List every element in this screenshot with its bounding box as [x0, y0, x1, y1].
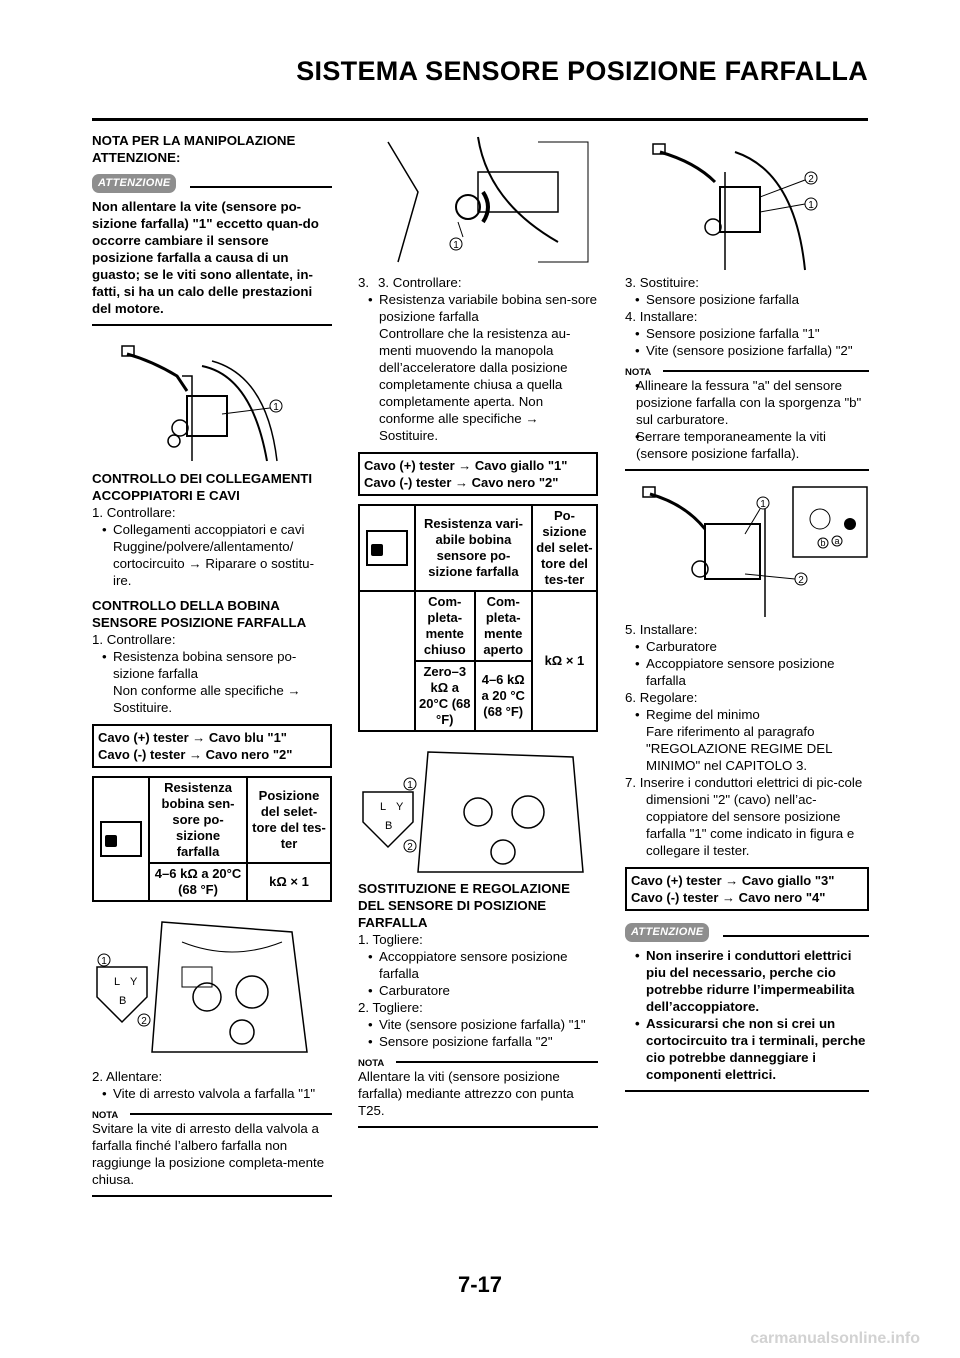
connector-drawing-1: [92, 912, 332, 1062]
bullet-vite-sensore: • Vite (sensore posizione farfalla) "1": [358, 1016, 598, 1033]
table-sub-open: Com-pleta-mente aperto: [475, 591, 532, 661]
heading-nota-manipolazione: NOTA PER LA MANIPOLAZIONE: [92, 133, 296, 148]
connector-letter-y: Y: [130, 976, 138, 988]
throttle-grip-drawing: [358, 132, 598, 270]
connector-callout-2: 2: [407, 842, 413, 853]
nota-text: Svitare la vite di arresto della valvola a farfalla finché l’albero farfalla non raggiunge la posizione completa-mente chiusa.: [92, 1121, 325, 1187]
tester-cable-line-2: Cavo (-) tester → Cavo nero "2": [98, 747, 293, 762]
bullet-sensore: • Sensore posizione farfalla "2": [358, 1033, 598, 1050]
nota-end-rule: [625, 469, 869, 471]
figure-callout-1: 1: [808, 200, 814, 211]
step-installare-5: 5. Installare:: [625, 622, 698, 637]
spec-table-resistance: [92, 776, 332, 902]
figure-callout: 1: [453, 240, 459, 251]
connector-letter-l: L: [114, 976, 121, 988]
table-sub-closed: Com-pleta-mente chiuso: [415, 591, 475, 661]
step-sostituire: 3. Sostituire:: [625, 275, 699, 290]
step-allentare: 2. Allentare:: [92, 1069, 163, 1084]
nota-text: Allentare la viti (sensore posizione farfalla) mediante attrezzo con punta T25.: [358, 1069, 574, 1118]
bullet-carburatore: • Carburatore: [358, 982, 598, 999]
connector-letter-b: B: [119, 995, 127, 1007]
nota-end-rule: [358, 1126, 598, 1128]
table-range: kΩ × 1: [532, 591, 597, 731]
sensor-align-figure: [625, 479, 869, 617]
bullet-accoppiatore: • Accoppiatore sensore posizione farfalla: [358, 948, 598, 982]
tester-cable-box: [92, 724, 332, 768]
attenzione-header: [92, 172, 332, 194]
bullet-accoppiatore: • Accoppiatore sensore posizione farfalla: [625, 655, 869, 689]
figure-callout-1: 1: [760, 499, 766, 510]
throttle-sensor-figure: [92, 336, 332, 464]
table-empty-cell: [359, 591, 415, 731]
step-3-controllare: 3. 3. Controllare:: [358, 275, 462, 290]
step-regolare: 6. Regolare:: [625, 690, 698, 705]
connector-letter-y: Y: [396, 801, 404, 813]
connector-drawing-2: [358, 742, 598, 876]
nota-label: NOTA: [92, 1110, 119, 1121]
tester-cable-line-2: Cavo (-) tester → Cavo nero "2": [364, 475, 559, 490]
multimeter-icon: [100, 821, 142, 857]
title-rule: [92, 118, 868, 121]
bullet-collegamenti: • Collegamenti accoppiatori e cavi: [92, 521, 332, 538]
connector-figure-1: [92, 912, 332, 1062]
figure-callout-2: 2: [798, 575, 804, 586]
section-title-sostituzione: SOSTITUZIONE E REGOLAZIONE DEL SENSORE DI POSIZIONE FARFALLA: [358, 881, 571, 930]
tester-cable-line-1: Cavo (+) tester → Cavo giallo "1": [364, 458, 568, 473]
nota-header: [92, 1106, 332, 1120]
column-2: [358, 132, 598, 1128]
step-inserire: 7. Inserire i conduttori elettrici di pic-cole dimensioni "2" (cavo) nell’ac-coppiatore del sensore posizione farfalla "1" come indicato in figura e collegare il tester.: [625, 775, 863, 858]
table-head-variable-resistance: Resistenza vari-abile bobina sensore po-sizione farfalla: [415, 505, 532, 591]
page-title: SISTEMA SENSORE POSIZIONE FARFALLA: [296, 56, 868, 86]
column-1: [92, 132, 332, 1197]
connector-figure-2: [358, 742, 598, 876]
nota-label: NOTA: [625, 367, 652, 378]
sensor-replace-drawing: [625, 132, 869, 272]
attenzione-line: [190, 186, 332, 188]
sub-riferimento: Fare riferimento al paragrafo "REGOLAZIONE REGIME DEL MINIMO" nel CAPITOLO 3.: [646, 724, 832, 773]
table-head-resistance: Resistenza bobina sen-sore po-sizione farfalla: [149, 777, 247, 863]
spec-table-variable-resistance: [358, 504, 598, 732]
page-number: 7-17: [457, 1272, 503, 1297]
nota-bullet-serrare: • Serrare temporaneamente la viti (sensore posizione farfalla).: [625, 428, 869, 462]
tester-cable-box: [358, 452, 598, 496]
table-value-resistance: 4–6 kΩ a 20°C (68 °F): [149, 863, 247, 901]
nota-line: [663, 370, 869, 372]
step-controllare-2: 1. Controllare:: [92, 632, 176, 647]
step-togliere-2: 2. Togliere:: [358, 1000, 423, 1015]
connector-callout-1: 1: [407, 780, 413, 791]
step-installare: 4. Installare:: [625, 309, 698, 324]
tester-cable-line-1: Cavo (+) tester → Cavo blu "1": [98, 730, 287, 745]
bullet-vite-arresto: • Vite di arresto valvola a farfalla "1": [92, 1085, 332, 1102]
bullet-resistenza: • Resistenza bobina sensore po-sizione farfalla: [92, 648, 332, 682]
connector-callout-1: 1: [101, 956, 107, 967]
sub-controllare-resistenza: Controllare che la resistenza au-menti muovendo la manopola dell’acceleratore dalla posizione completamente chiusa a quella completamente aperta. Non conforme alle specifiche → Sostituire.: [379, 326, 571, 443]
attenzione-text: Non allentare la vite (sensore po-sizione farfalla) "1" eccetto quan-do occorre cambiare il sensore posizione farfalla a causa di un guasto; se le viti sono allentate, in-fatti, si ha un calo delle prestazioni del motore.: [92, 199, 319, 316]
attenzione-bullet-2: • Assicurarsi che non si crei un cortocircuito tra i terminali, perche cio potrebbe danneggiare i componenti elettrici.: [625, 1015, 869, 1083]
figure-callout-b: b: [820, 538, 826, 548]
tester-cable-box: [625, 867, 869, 911]
tester-cable-line-2: Cavo (-) tester → Cavo nero "4": [631, 890, 826, 905]
bullet-regime-minimo: • Regime del minimo: [625, 706, 869, 723]
attenzione-label: ATTENZIONE: [625, 923, 709, 942]
throttle-sensor-drawing: [92, 336, 332, 464]
sub-ruggine: Ruggine/polvere/allentamento/ cortocircuito → Riparare o sostitu-ire.: [113, 539, 314, 588]
watermark: carmanualsonline.info: [750, 1330, 920, 1347]
sensor-replace-figure: [625, 132, 869, 272]
attenzione-label: ATTENZIONE: [92, 174, 176, 193]
attenzione-header: [625, 921, 869, 943]
figure-callout: 1: [273, 402, 279, 413]
bullet-carburatore: • Carburatore: [625, 638, 869, 655]
table-head-position: Posizione del selet-tore del tes-ter: [247, 777, 331, 863]
table-value-open: 4–6 kΩ a 20 °C (68 °F): [475, 661, 532, 731]
attenzione-line: [723, 935, 869, 937]
nota-header: [358, 1054, 598, 1068]
step-3-text: 3. Controllare:: [378, 275, 462, 290]
table-value-range: kΩ × 1: [247, 863, 331, 901]
bullet-sensore-1: • Sensore posizione farfalla "1": [625, 325, 869, 342]
multimeter-icon: [366, 530, 408, 566]
figure-callout-2: 2: [808, 174, 814, 185]
tester-cable-line-1: Cavo (+) tester → Cavo giallo "3": [631, 873, 835, 888]
bullet-vite-2: • Vite (sensore posizione farfalla) "2": [625, 342, 869, 359]
attenzione-end-rule: [92, 324, 332, 326]
heading-attenzione: ATTENZIONE:: [92, 150, 181, 165]
nota-bullet-allineare: • Allineare la fessura "a" del sensore posizione farfalla con la sporgenza "b" sul carburatore.: [625, 377, 869, 428]
sub-non-conforme: Non conforme alle specifiche → Sostituire.: [113, 683, 301, 715]
nota-end-rule: [92, 1195, 332, 1197]
nota-line: [130, 1113, 332, 1115]
throttle-grip-figure: [358, 132, 598, 270]
nota-line: [396, 1061, 598, 1063]
tester-icon-cell: [93, 777, 149, 901]
connector-callout-2: 2: [141, 1016, 147, 1027]
section-title-bobina: CONTROLLO DELLA BOBINA SENSORE POSIZIONE FARFALLA: [92, 598, 307, 630]
step-controllare: 1. Controllare:: [92, 505, 176, 520]
bullet-resistenza-variabile: • Resistenza variabile bobina sen-sore posizione farfalla: [358, 291, 598, 325]
table-value-closed: Zero–3 kΩ a 20°C (68 °F): [415, 661, 475, 731]
step-togliere-1: 1. Togliere:: [358, 932, 423, 947]
table-head-position: Po-sizione del selet-tore del tes-ter: [532, 505, 597, 591]
section-title-collegamenti: CONTROLLO DEI COLLEGAMENTI ACCOPPIATORI E CAVI: [92, 471, 313, 503]
sensor-align-drawing: [625, 479, 869, 617]
attenzione-end-rule: [625, 1090, 869, 1092]
connector-letter-l: L: [380, 801, 387, 813]
tester-icon-cell: [359, 505, 415, 591]
nota-label: NOTA: [358, 1058, 385, 1069]
figure-callout-a: a: [834, 536, 840, 546]
connector-letter-b: B: [385, 820, 393, 832]
bullet-sensore-posizione: • Sensore posizione farfalla: [625, 291, 869, 308]
attenzione-bullet-1: • Non inserire i conduttori elettrici piu del necessario, perche cio potrebbe ridurre l’impermeabilita dell’accoppiatore.: [625, 947, 869, 1015]
column-3: [625, 132, 869, 1092]
nota-header: [625, 363, 869, 377]
